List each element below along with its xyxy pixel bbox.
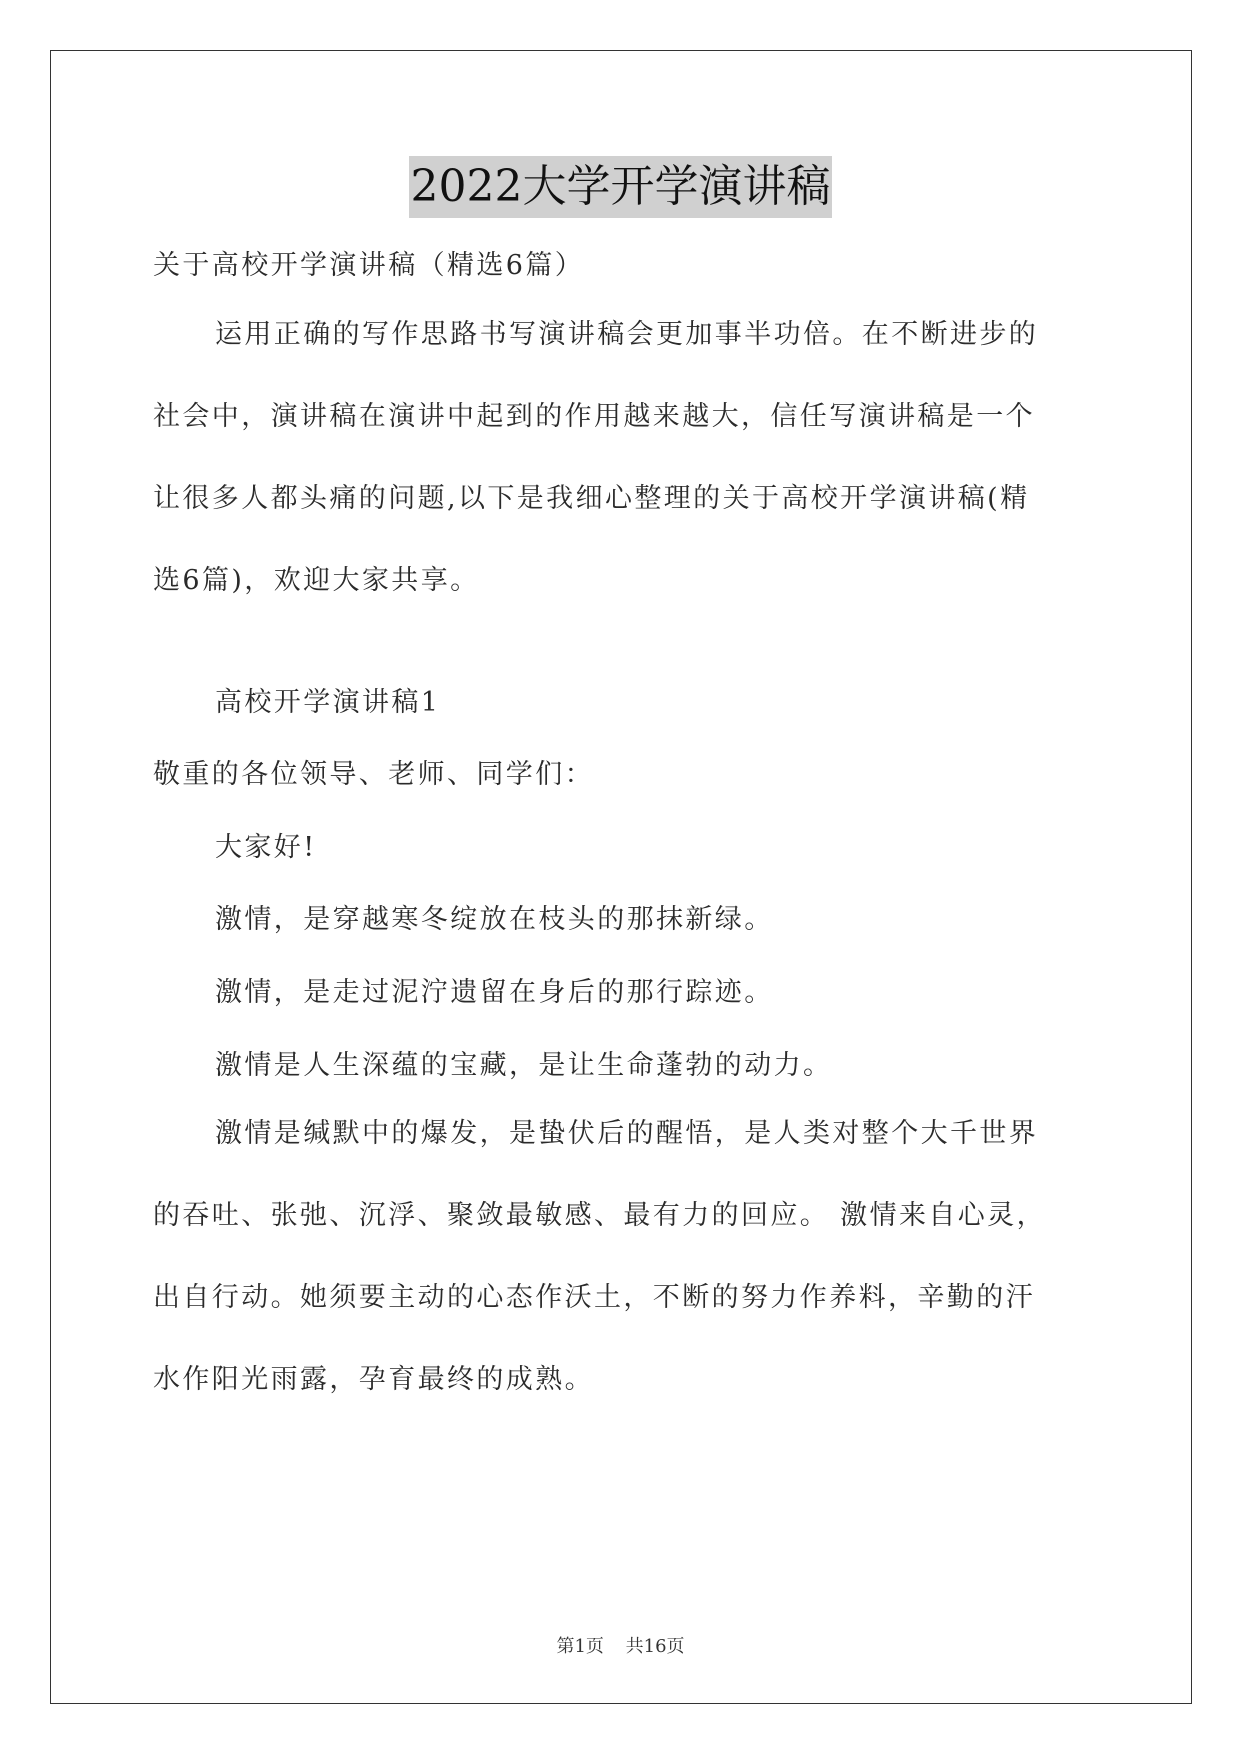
passion-line-2: 激情，是走过泥泞遗留在身后的那行踪迹。 <box>215 977 774 1008</box>
page-footer <box>0 1632 1241 1658</box>
intro-line: 运用正确的写作思路书写演讲稿会更加事半功倍。在不断进步的 <box>215 319 1039 350</box>
page-total: 共16页 <box>625 1636 685 1657</box>
page-number: 第1页 <box>556 1636 604 1657</box>
passion-line-3: 激情是人生深蕴的宝藏，是让生命蓬勃的动力。 <box>215 1050 833 1081</box>
body-paragraph <box>153 1116 1093 1444</box>
body-line: 水作阳光雨露，孕育最终的成熟。 <box>153 1364 594 1395</box>
section-heading: 高校开学演讲稿1 <box>215 687 441 718</box>
body-line: 出自行动。她须要主动的心态作沃土，不断的努力作养料，辛勤的汗 <box>153 1282 1035 1313</box>
intro-line: 选6篇)，欢迎大家共享。 <box>153 565 480 596</box>
title-container <box>0 156 1241 218</box>
intro-paragraph <box>153 317 1093 645</box>
intro-line: 社会中，演讲稿在演讲中起到的作用越来越大，信任写演讲稿是一个 <box>153 401 1035 432</box>
passion-line-1: 激情，是穿越寒冬绽放在枝头的那抹新绿。 <box>215 904 774 935</box>
salutation: 敬重的各位领导、老师、同学们： <box>153 759 594 790</box>
document-title: 2022大学开学演讲稿 <box>409 156 833 218</box>
page-border <box>50 50 1192 1704</box>
greeting: 大家好! <box>215 832 317 863</box>
intro-line: 让很多人都头痛的问题,以下是我细心整理的关于高校开学演讲稿(精 <box>153 483 1030 514</box>
document-subtitle: 关于高校开学演讲稿（精选6篇） <box>153 250 585 281</box>
body-line: 的吞吐、张弛、沉浮、聚敛最敏感、最有力的回应。 激情来自心灵， <box>153 1200 1046 1231</box>
body-line: 激情是缄默中的爆发，是蛰伏后的醒悟，是人类对整个大千世界 <box>215 1118 1039 1149</box>
